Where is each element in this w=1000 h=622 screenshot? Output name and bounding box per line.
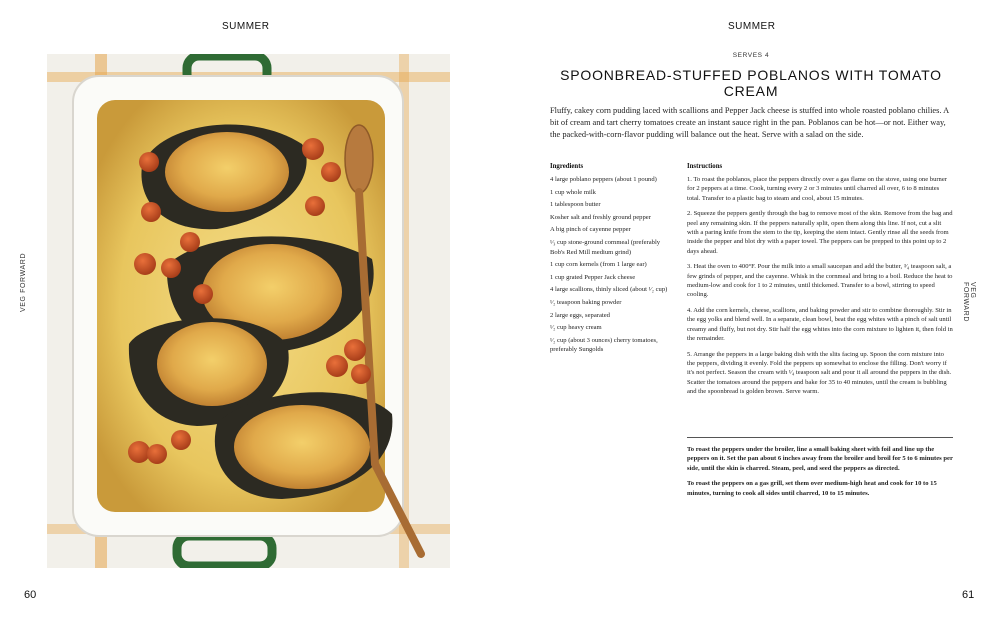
instructions-section	[687, 163, 953, 403]
ingredient-item: 2 large eggs, separated	[550, 311, 610, 319]
ingredient-item: 4 large poblano peppers (about 1 pound)	[550, 176, 657, 183]
ingredient-item: ¹⁄₂ teaspoon baking powder	[550, 298, 622, 306]
recipe-photo-illustration	[47, 54, 450, 568]
ingredient-item: Kosher salt and freshly ground pepper	[550, 213, 651, 221]
recipe-intro: Fluffy, cakey corn pudding laced with scallions and Pepper Jack cheese is stuffed into whole roasted poblano chilies. A bit of cream and tart cherry tomatoes create an instant sauce right in the pan. Poblanos can be hot—or not. Either way, the packed-with-corn-flavor pudding will balance out the heat. Serve with a salad on the side.	[550, 106, 949, 139]
instructions-heading: Instructions	[687, 163, 723, 170]
instruction-step: 3. Heat the oven to 400°F. Pour the milk into a small saucepan and add the butter, ³⁄₄ teaspoon salt, a few grinds of pepper, and the cayenne. Whisk in the cornmeal and bring to a boil. Reduce the heat to medium-low and cook for 1 to 2 minutes, until thickened. Transfer to a bowl, stirring to speed cooling.	[687, 263, 953, 299]
ingredient-item: ¹⁄₂ cup (about 3 ounces) cherry tomatoes, preferably Sungolds	[550, 336, 658, 354]
ingredient-item: ¹⁄₃ cup stone-ground cornmeal (preferably Bob's Red Mill medium grind)	[550, 238, 661, 256]
serves-label: SERVES 4	[732, 52, 770, 59]
recipe-photo	[47, 54, 450, 568]
ingredient-item: A big pinch of cayenne pepper	[550, 226, 631, 234]
running-head-left: SUMMER	[222, 21, 270, 32]
recipe-notes	[687, 445, 953, 504]
ingredient-item: 4 large scallions, thinly sliced (about ¹⁄₂ cup)	[550, 286, 668, 294]
ingredient-item: 1 tablespoon butter	[550, 201, 601, 209]
note-broiler: To roast the peppers under the broiler, line a small baking sheet with foil and line up the peppers on it. Set the pan about 6 inches away from the broiler and broil for 5 to 6 minutes per side, until the skin is charred. Steam, peel, and seed the peppers as directed.	[687, 446, 953, 472]
instruction-step: 2. Squeeze the peppers gently through the bag to remove most of the skin. Remove from the bag and peel any remaining skin. If the peppers naturally split, open them along this line. If not, cut a slit with a paring knife from the stem to the tip, keeping the stem intact. Gently rinse all the seeds from inside the pepper and blot dry with a paper towel. The peppers can be prepped to this point up to 2 days ahead.	[687, 210, 953, 255]
ingredient-item: 1 cup corn kernels (from 1 large ear)	[550, 261, 647, 269]
recipe-title: SPOONBREAD-STUFFED POBLANOS WITH TOMATO CREAM	[560, 67, 942, 99]
instructions-list	[687, 175, 953, 397]
page-number-right: 61	[962, 589, 975, 601]
side-label-right: VEG FORWARD	[962, 282, 976, 322]
instruction-step: 4. Add the corn kernels, cheese, scallions, and baking powder and stir to combine thoroughly. Stir in the egg yolks and blend well. In a separate, clean bowl, beat the egg whites with a pinch of salt until creamy and fluffy, but not dry. Stir half the egg whites into the corn mixture to lighten it, then fold in the remainder.	[687, 306, 953, 343]
ingredient-item: 1 cup grated Pepper Jack cheese	[550, 273, 636, 281]
instruction-step: 5. Arrange the peppers in a large baking dish with the slits facing up. Spoon the corn mixture into the peppers, dividing it evenly. Fold the peppers up somewhat to enclose the filling. Don't worry if it's not perfect. Season the cream with ¹⁄₄ teaspoon salt and pour it all around the peppers in the dish. Scatter the tomatoes around the peppers and bake for 35 to 40 minutes, until the cream is bubbling and the spoonbread is golden brown. Serve warm.	[687, 350, 952, 396]
side-label-left: VEG FORWARD	[20, 252, 27, 312]
page-number-left: 60	[24, 589, 37, 601]
note-grill: To roast the peppers on a gas grill, set them over medium-high heat and cook for 10 to 15 minutes, turning to cook all sides until charred, 10 to 15 minutes.	[687, 480, 937, 497]
ingredients-section	[550, 163, 670, 358]
ingredient-item: ¹⁄₂ cup heavy cream	[550, 324, 602, 332]
ingredients-list	[550, 175, 670, 355]
ingredients-heading: Ingredients	[550, 163, 584, 170]
notes-divider	[687, 437, 953, 438]
instruction-step: 1. To roast the poblanos, place the peppers directly over a gas flame on the stove, using one burner for 2 peppers at a time. Cook, turning every 2 or 3 minutes until charred all over, 6 to 8 minutes total. Transfer to a plastic bag to steam and cool, about 15 minutes.	[687, 176, 947, 202]
ingredient-item: 1 cup whole milk	[550, 188, 596, 196]
running-head-right: SUMMER	[728, 21, 776, 32]
